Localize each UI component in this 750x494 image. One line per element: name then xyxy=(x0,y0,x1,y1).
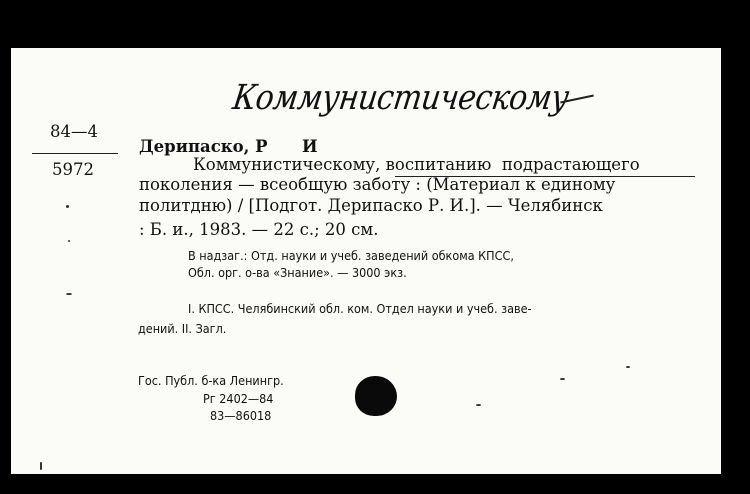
library-line-2: Рг 2402—84 xyxy=(203,391,274,406)
call-number-divider xyxy=(32,153,118,154)
ink-blot xyxy=(355,376,397,416)
title-line-3: политдню) / [Подгот. Дерипаско Р. И.]. — Челябинск xyxy=(139,196,603,215)
speck xyxy=(66,293,72,295)
title-line-2: поколения — всеобщую заботу : (Материал к единому xyxy=(139,175,616,194)
library-line-1: Гос. Публ. б-ка Ленингр. xyxy=(138,373,284,388)
author-heading: Дерипаско, Р И xyxy=(139,137,318,156)
note-line-2: Обл. орг. о-ва «Знание». — 3000 экз. xyxy=(188,265,407,280)
call-number-bottom: 5972 xyxy=(52,160,94,179)
handwritten-annotation: Коммунистическому xyxy=(230,78,572,119)
speck xyxy=(560,378,565,380)
subject-line-2: дений. II. Загл. xyxy=(138,321,227,336)
speck xyxy=(68,240,70,242)
speck xyxy=(66,205,69,208)
speck xyxy=(476,404,481,406)
library-line-3: 83—86018 xyxy=(210,408,272,423)
imprint-line: : Б. и., 1983. — 22 с.; 20 см. xyxy=(139,220,379,239)
note-line-1: В надзаг.: Отд. науки и учеб. заведений обкома КПСС, xyxy=(188,248,514,263)
title-line-1: Коммунистическому, воспитанию подрастающего xyxy=(193,155,640,174)
speck xyxy=(40,462,42,470)
call-number-top: 84—4 xyxy=(50,122,98,141)
subject-line-1: I. КПСС. Челябинский обл. ком. Отдел науки и учеб. заве- xyxy=(188,301,532,316)
speck xyxy=(626,366,630,368)
